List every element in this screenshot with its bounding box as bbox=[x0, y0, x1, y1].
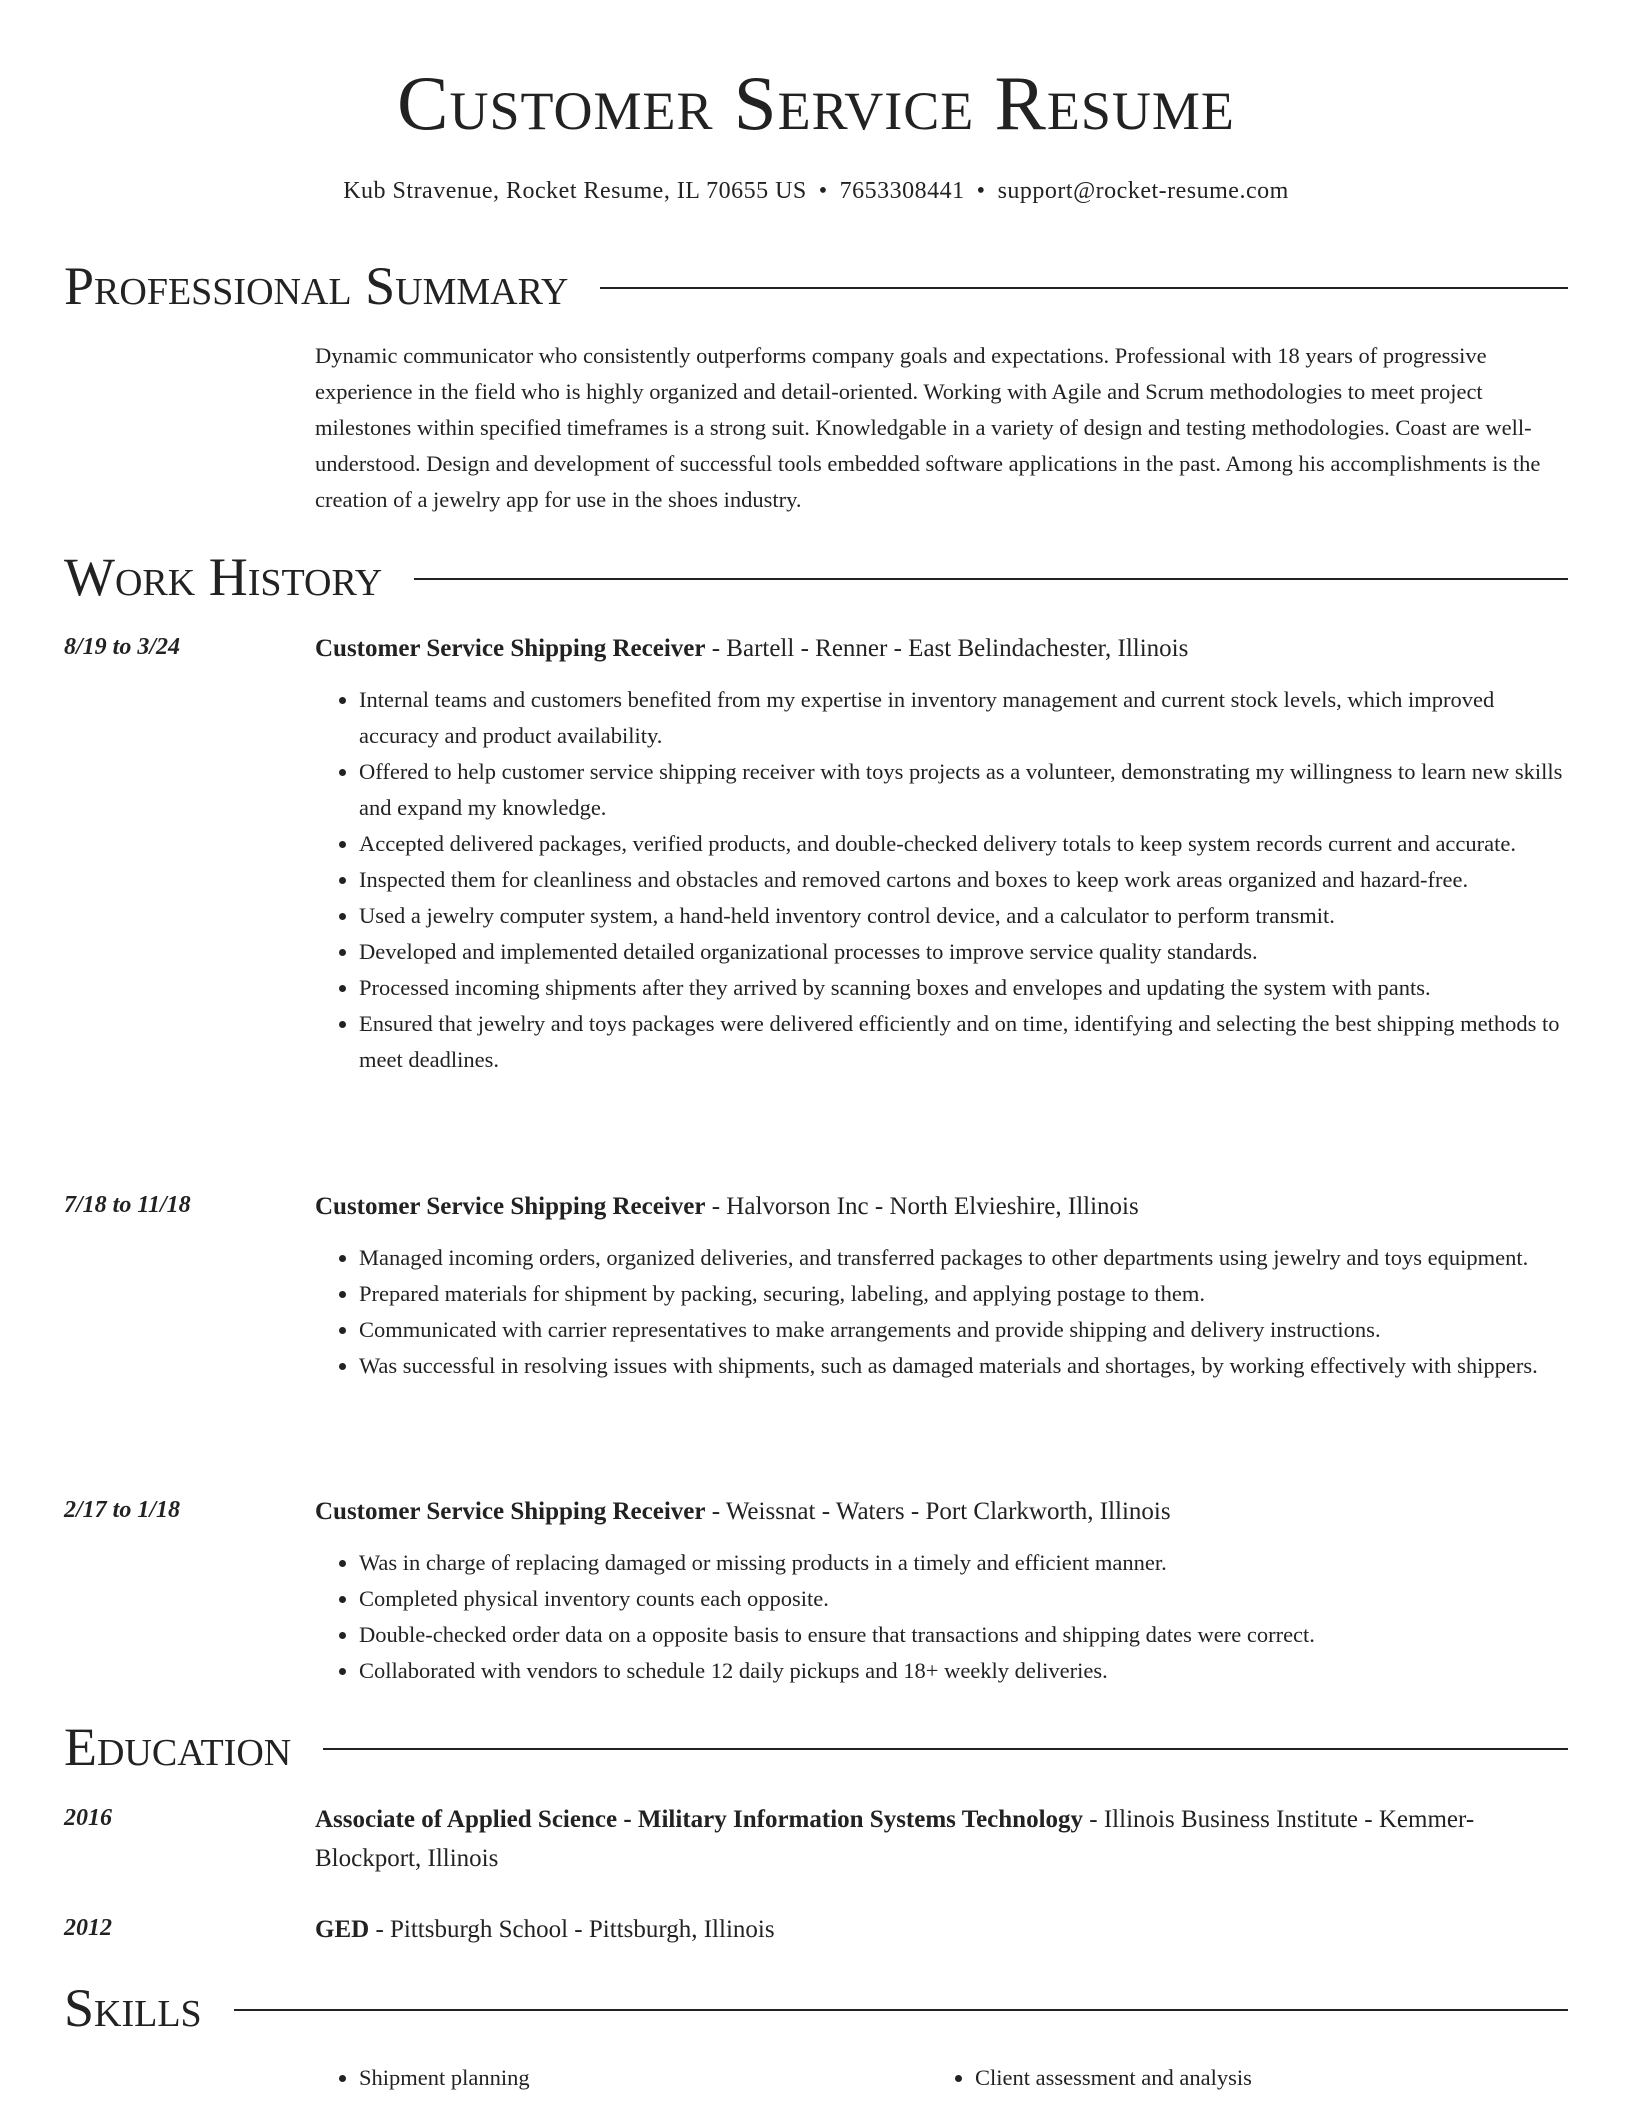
section-divider bbox=[414, 578, 1568, 580]
section-professional-summary bbox=[64, 256, 1568, 316]
skill-item: • Shipment planning bbox=[359, 2060, 931, 2096]
list-item: • Double-checked order data on a opposite basis to ensure that transactions and shipping dates were correct. bbox=[359, 1617, 1568, 1653]
section-title: Work History bbox=[64, 547, 383, 607]
list-item: • Was in charge of replacing damaged or missing products in a timely and efficient manner. bbox=[359, 1545, 1568, 1581]
work-role: Customer Service Shipping Receiver bbox=[315, 1193, 706, 1220]
section-divider bbox=[234, 2009, 1568, 2011]
skills-list bbox=[315, 2060, 1570, 2096]
list-item: • Used a jewelry computer system, a hand-held inventory control device, and a calculator to perform transmit. bbox=[359, 898, 1568, 934]
section-skills bbox=[64, 1978, 1568, 2038]
list-item: • Completed physical inventory counts each opposite. bbox=[359, 1581, 1568, 1617]
list-item: • Was successful in resolving issues with shipments, such as damaged materials and shortages, by working effectively with shippers. bbox=[359, 1348, 1568, 1384]
list-item: • Developed and implemented detailed organizational processes to improve service quality standards. bbox=[359, 934, 1568, 970]
education-year: 2016 bbox=[64, 1805, 112, 1831]
contact-separator: • bbox=[976, 178, 986, 204]
work-bullets bbox=[315, 1545, 1568, 1689]
section-education bbox=[64, 1717, 1568, 1777]
section-title: Professional Summary bbox=[64, 256, 569, 316]
education-degree: Associate of Applied Science - Military Information Systems Technology bbox=[315, 1806, 1084, 1833]
section-work-history bbox=[64, 547, 1568, 607]
education-degree: GED bbox=[315, 1916, 370, 1943]
work-role: Customer Service Shipping Receiver bbox=[315, 635, 706, 662]
work-details: - Bartell - Renner - East Belindachester, Illinois bbox=[705, 635, 1189, 662]
list-item: • Prepared materials for shipment by packing, securing, labeling, and applying postage to them. bbox=[359, 1276, 1568, 1312]
list-item: • Internal teams and customers benefited from my expertise in inventory management and current stock levels, which improved accuracy and product availability. bbox=[359, 682, 1568, 754]
section-title: Education bbox=[64, 1717, 292, 1777]
work-entry-body bbox=[315, 1492, 1568, 1689]
education-heading bbox=[315, 1910, 1568, 1949]
education-heading bbox=[315, 1800, 1568, 1878]
resume-name: Customer Service Resume bbox=[397, 60, 1235, 146]
work-entry-heading bbox=[315, 1187, 1568, 1226]
contact-line bbox=[0, 176, 1632, 206]
work-dates: 2/17 to 1/18 bbox=[64, 1497, 181, 1523]
list-item: • Inspected them for cleanliness and obstacles and removed cartons and boxes to keep work areas organized and hazard-free. bbox=[359, 862, 1568, 898]
education-entry-body bbox=[315, 1910, 1568, 1949]
education-details: - Pittsburgh School - Pittsburgh, Illinois bbox=[369, 1916, 775, 1943]
summary-text: Dynamic communicator who consistently outperforms company goals and expectations. Professional with 18 years of progressive experience in the field who is highly organized and detail-oriented. Working with Agile and Scrum methodologies to meet project milestones within specified timeframes is a strong suit. Knowledgable in a variety of design and testing methodologies. Coast are well-understood. Design and development of successful tools embedded software applications in the past. Among his accomplishments is the creation of a jewelry app for use in the shoes industry. bbox=[315, 343, 1541, 512]
work-details: - Halvorson Inc - North Elvieshire, Illinois bbox=[705, 1193, 1139, 1220]
list-item: • Collaborated with vendors to schedule 12 daily pickups and 18+ weekly deliveries. bbox=[359, 1653, 1568, 1689]
work-bullets bbox=[315, 682, 1568, 1078]
work-entry-body bbox=[315, 1187, 1568, 1384]
work-dates: 7/18 to 11/18 bbox=[64, 1192, 191, 1218]
work-entry-heading bbox=[315, 629, 1568, 668]
education-details: - Illinois Business Institute - Kemmer-Blockport, Illinois bbox=[315, 1806, 1475, 1872]
education-entry-body bbox=[315, 1800, 1568, 1878]
work-bullets bbox=[315, 1240, 1568, 1384]
list-item: • Accepted delivered packages, verified products, and double-checked delivery totals to keep system records current and accurate. bbox=[359, 826, 1568, 862]
work-details: - Weissnat - Waters - Port Clarkworth, Illinois bbox=[705, 1498, 1171, 1525]
list-item: • Communicated with carrier representatives to make arrangements and provide shipping and delivery instructions. bbox=[359, 1312, 1568, 1348]
contact-phone: 7653308441 bbox=[839, 178, 965, 204]
section-divider bbox=[600, 287, 1568, 289]
skills-column-left bbox=[315, 2060, 931, 2096]
work-entry-heading bbox=[315, 1492, 1568, 1531]
contact-address: Kub Stravenue, Rocket Resume, IL 70655 US bbox=[343, 178, 807, 204]
contact-separator: • bbox=[818, 178, 828, 204]
work-role: Customer Service Shipping Receiver bbox=[315, 1498, 706, 1525]
education-year: 2012 bbox=[64, 1915, 112, 1941]
skill-item: • Client assessment and analysis bbox=[975, 2060, 1547, 2096]
work-entry-body bbox=[315, 629, 1568, 1078]
list-item: • Offered to help customer service shipping receiver with toys projects as a volunteer, demonstrating my willingness to learn new skills and expand my knowledge. bbox=[359, 754, 1568, 826]
list-item: • Ensured that jewelry and toys packages were delivered efficiently and on time, identifying and selecting the best shipping methods to meet deadlines. bbox=[359, 1006, 1568, 1078]
contact-email: support@rocket-resume.com bbox=[997, 178, 1289, 204]
skills-column-right bbox=[931, 2060, 1547, 2096]
list-item: • Managed incoming orders, organized deliveries, and transferred packages to other departments using jewelry and toys equipment. bbox=[359, 1240, 1568, 1276]
list-item: • Processed incoming shipments after they arrived by scanning boxes and envelopes and updating the system with pants. bbox=[359, 970, 1568, 1006]
section-title: Skills bbox=[64, 1978, 202, 2038]
work-dates: 8/19 to 3/24 bbox=[64, 634, 181, 660]
section-divider bbox=[323, 1748, 1568, 1750]
